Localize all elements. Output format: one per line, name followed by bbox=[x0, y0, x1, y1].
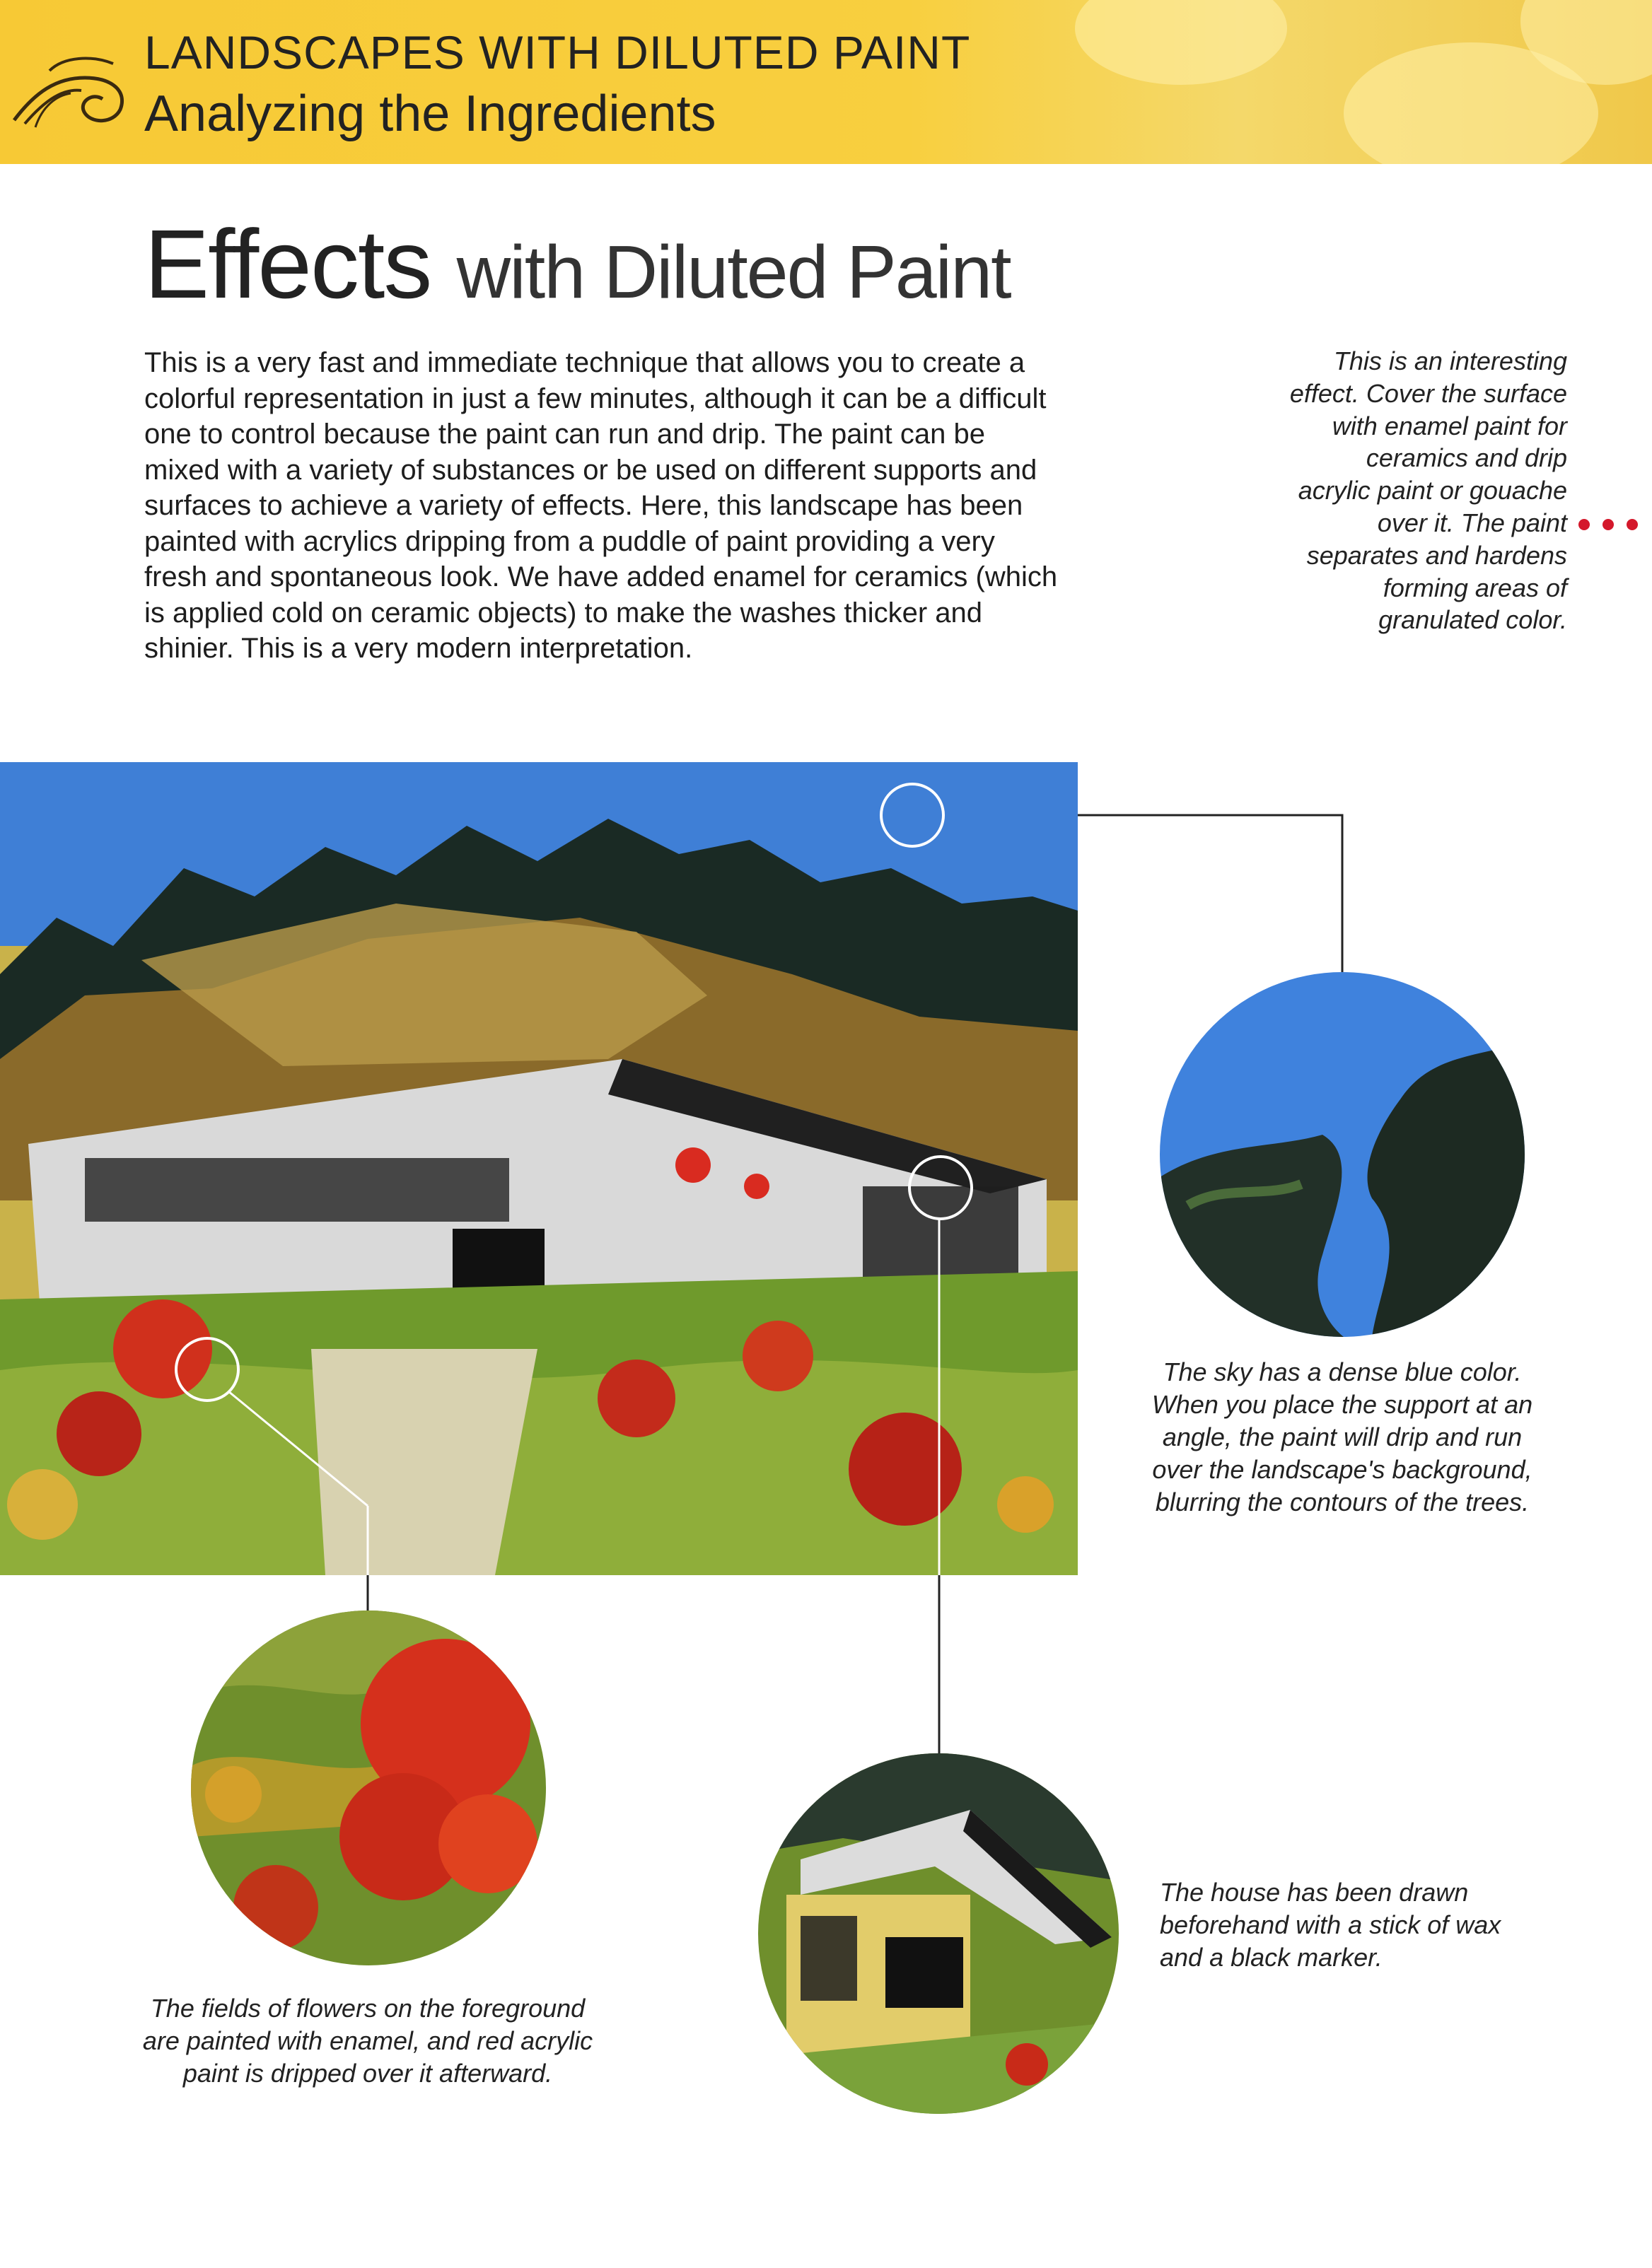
section-title: Analyzing the Ingredients bbox=[144, 86, 716, 142]
swirl-logo-icon bbox=[7, 49, 134, 134]
red-dots-marker-icon bbox=[1576, 516, 1646, 533]
house-caption: The house has been drawn beforehand with a stick of wax and a black marker. bbox=[1160, 1878, 1501, 1972]
flowers-detail-image bbox=[191, 1611, 546, 1965]
page-title-main: Effects bbox=[144, 210, 431, 319]
side-note: This is an interesting effect. Cover the surface with enamel paint for ceramics and drip acrylic paint or gouache over it. The paint separates and hardens forming areas of granulated color. bbox=[1289, 346, 1567, 635]
sky-caption: The sky has a dense blue color. When you place the support at an angle, the paint will drip and run over the landscape's background, blurring the contours of the trees. bbox=[1151, 1357, 1533, 1516]
flowers-caption: The fields of flowers on the foreground are painted with enamel, and red acrylic paint is dripped over it afterward. bbox=[142, 1994, 593, 2088]
sky-detail-image bbox=[1160, 972, 1525, 1337]
banner-texture bbox=[1075, 0, 1287, 85]
header-banner bbox=[0, 0, 1652, 164]
page-title-rest: with Diluted Paint bbox=[456, 230, 1011, 314]
landscape-painting bbox=[0, 762, 1078, 1575]
house-detail-image bbox=[758, 1753, 1119, 2114]
page-title bbox=[144, 209, 1011, 321]
series-title: LANDSCAPES WITH DILUTED PAINT bbox=[144, 26, 971, 78]
intro-paragraph: This is a very fast and immediate technique that allows you to create a colorful representation in just a few minutes, although it can be a difficult one to control because the paint can run and drip. The paint can be mixed with a variety of substances or be used on different supports and surfaces to achieve a variety of effects. Here, this landscape has been painted with acrylics dripping from a puddle of paint providing a very fresh and spontaneous look. We have added enamel for ceramics (which is applied cold on ceramic objects) to make the washes thicker and shinier. This is a very modern interpretation. bbox=[144, 347, 1058, 664]
